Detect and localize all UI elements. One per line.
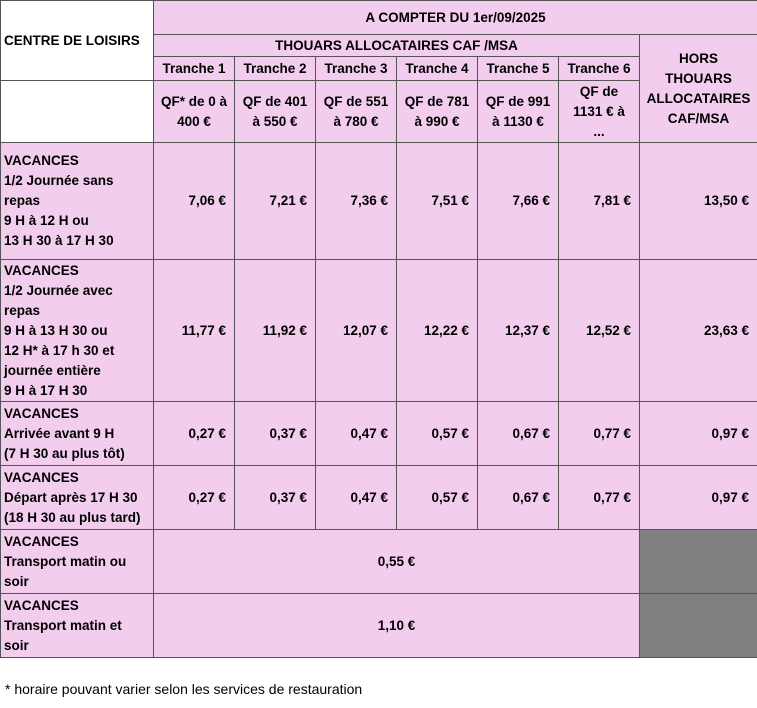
row-label: VACANCES Transport matin et soir (1, 594, 154, 658)
table-row (1, 402, 757, 466)
qf-range: QF de 781 à 990 € (397, 81, 478, 143)
table-row (1, 466, 757, 530)
row-label: VACANCES Départ après 17 H 30 (18 H 30 au plus tard) (1, 466, 154, 530)
table-row (1, 143, 757, 260)
hors-price-cell: 0,97 € (640, 466, 757, 530)
price-cell: 0,57 € (397, 402, 478, 466)
not-applicable-cell (640, 530, 757, 594)
table-row (1, 530, 757, 594)
price-cell: 11,77 € (154, 260, 235, 402)
row-label: VACANCES Arrivée avant 9 H (7 H 30 au plus tôt) (1, 402, 154, 466)
price-cell: 0,47 € (316, 466, 397, 530)
qf-range: QF de 401 à 550 € (235, 81, 316, 143)
price-cell: 0,77 € (559, 466, 640, 530)
tranche-header: Tranche 5 (478, 57, 559, 81)
not-applicable-cell (640, 594, 757, 658)
hors-price-cell: 13,50 € (640, 143, 757, 260)
thouars-title: THOUARS ALLOCATAIRES CAF /MSA (154, 35, 640, 57)
price-cell: 0,37 € (235, 402, 316, 466)
qf-range: QF de 1131 € à ... (559, 81, 640, 143)
tranche-header: Tranche 4 (397, 57, 478, 81)
price-cell: 7,36 € (316, 143, 397, 260)
tranche-header: Tranche 2 (235, 57, 316, 81)
row-label: VACANCES 1/2 Journée sans repas 9 H à 12 H ou 13 H 30 à 17 H 30 (1, 143, 154, 260)
price-cell: 0,27 € (154, 466, 235, 530)
row-label: VACANCES 1/2 Journée avec repas 9 H à 13 H 30 ou 12 H* à 17 h 30 et journée entière 9 H à 17 H 30 (1, 260, 154, 402)
transport-price-cell: 0,55 € (154, 530, 640, 594)
price-cell: 0,67 € (478, 466, 559, 530)
price-cell: 12,52 € (559, 260, 640, 402)
tranche-header: Tranche 6 (559, 57, 640, 81)
price-cell: 7,06 € (154, 143, 235, 260)
price-cell: 0,67 € (478, 402, 559, 466)
price-cell: 0,57 € (397, 466, 478, 530)
price-cell: 11,92 € (235, 260, 316, 402)
price-cell: 7,66 € (478, 143, 559, 260)
qf-range: QF* de 0 à 400 € (154, 81, 235, 143)
blank-cell (1, 81, 154, 143)
footnote: * horaire pouvant varier selon les services de restauration (5, 681, 363, 697)
qf-range: QF de 551 à 780 € (316, 81, 397, 143)
price-cell: 0,77 € (559, 402, 640, 466)
hors-price-cell: 23,63 € (640, 260, 757, 402)
price-cell: 12,37 € (478, 260, 559, 402)
row-label: VACANCES Transport matin ou soir (1, 530, 154, 594)
price-cell: 12,07 € (316, 260, 397, 402)
table-row (1, 260, 757, 402)
price-cell: 0,27 € (154, 402, 235, 466)
price-cell: 0,37 € (235, 466, 316, 530)
date-title: A COMPTER DU 1er/09/2025 (154, 1, 757, 35)
hors-header: HORS THOUARS ALLOCATAIRES CAF/MSA (640, 35, 757, 143)
table-row (1, 594, 757, 658)
price-cell: 0,47 € (316, 402, 397, 466)
qf-range: QF de 991 à 1130 € (478, 81, 559, 143)
hors-price-cell: 0,97 € (640, 402, 757, 466)
tranche-header: Tranche 1 (154, 57, 235, 81)
centre-label-cell: CENTRE DE LOISIRS (1, 1, 154, 81)
tranche-header: Tranche 3 (316, 57, 397, 81)
transport-price-cell: 1,10 € (154, 594, 640, 658)
price-cell: 7,81 € (559, 143, 640, 260)
price-cell: 7,21 € (235, 143, 316, 260)
price-cell: 12,22 € (397, 260, 478, 402)
price-cell: 7,51 € (397, 143, 478, 260)
